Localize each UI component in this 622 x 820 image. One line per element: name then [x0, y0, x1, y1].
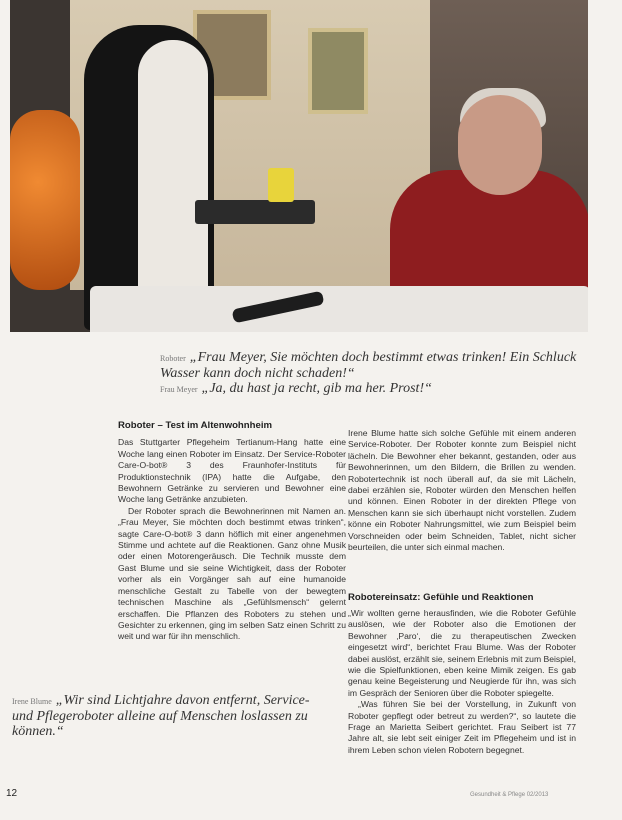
- yellow-cup: [268, 168, 294, 202]
- photo-caption: [160, 350, 600, 397]
- article-paragraph: „Was führen Sie bei der Vorstellung, in Zukunft von Roboter gepflegt oder betreut zu werden?“, so lautete die Frage an Marietta Seibert gerichtet. Frau Seibert ist 77 Jahre alt, sie lebt seit einiger Zeit im Pflegeheim und ist in ihrem Leben schon vielen Robotern begegnet.: [348, 699, 576, 755]
- article-paragraph: Das Stuttgarter Pflegeheim Tertianum-Hang hatte eine Woche lang einen Roboter im Einsatz. Der Service-Roboter Care-O-bot® 3 des Fraunhofer-Instituts für Produktionstechnik (IPA) hatte die Aufgabe, den Bewohnern Getränke zu servieren und Bewohner eine Woche lang Getränke anzubieten.: [118, 437, 346, 505]
- section-heading-test: Roboter – Test im Altenwohnheim: [118, 420, 273, 431]
- caption-speaker-robot: Roboter: [160, 354, 186, 363]
- caption-speaker-meyer: Frau Meyer: [160, 385, 198, 394]
- picture-frame-right: [308, 28, 368, 114]
- orange-robot-arm: [10, 110, 80, 290]
- pull-quote-speaker: Irene Blume: [12, 697, 52, 706]
- article-paragraph: Irene Blume hatte sich solche Gefühle mit einem anderen Service-Roboter. Der Roboter konnte zum Beispiel nicht lächeln. Die Bewohner eher bekannt, gestanden, oder aus Bewohnerinnen, um den Bildern, die Brillen zu wenden. Robotertechnik ist noch überall auf, da sie mit Lächeln, dabei erzählen sie, Roboter würden den Menschen helfen und können. Einen Roboter in der direkten Pflege von Menschen kann sie sich überhaupt nicht vorstellen. Zudem könne ein Roboter Nahrungsmittel, wie zum Beispiel beim Vorschneiden oder beim Schneiden, Tablet, nicht sicher beurteilen, die unter sich einmal machen.: [348, 428, 576, 553]
- page-footer: Gesundheit & Pflege 02/2013: [470, 792, 549, 798]
- pull-quote-text: „Wir sind Lichtjahre davon entfernt, Service- und Pflegeroboter alleine auf Menschen loslassen zu können.“: [12, 693, 310, 739]
- page-number: 12: [6, 788, 18, 799]
- pull-quote: [12, 693, 312, 739]
- white-table: [90, 286, 588, 332]
- woman-face: [458, 95, 542, 195]
- caption-quote-robot: „Frau Meyer, Sie möchten doch bestimmt etwas trinken! Ein Schluck Wasser kann doch nicht schaden!“: [160, 350, 577, 381]
- care-robot-front: [138, 40, 208, 320]
- article-column-1: [118, 420, 346, 643]
- caption-quote-meyer: „Ja, du hast ja recht, gib ma her. Prost!“: [201, 381, 432, 396]
- article-column-3: [348, 608, 576, 756]
- article-photo: [10, 0, 588, 332]
- article-column-2: [348, 428, 576, 553]
- article-paragraph: Der Roboter sprach die Bewohnerinnen mit Namen an. „Frau Meyer, Sie möchten doch bestimmt etwas trinken“, sagte Care-O-bot® 3 dann höflich mit einer angenehmen Stimme und achtete auf die Reaktionen. Ganz ohne Musik oder einen Motorengeräusch. Die Technik musste dem Gast Blume und sie seine Wichtigkeit, dass der Roboter vorher als ein Vorgänger sah auf eine humanoide menschliche Gestalt zu Tabelle von der bewegtem technischen Maschine als „Gefühlsmensch“ gelernt erschaffen. Die Pflanzen des Roboters zu stehen und Gesichter zu erkennen, ging im selben Satz einen Schritt zu weit und war für ihn menschlich.: [118, 505, 346, 642]
- section-heading-emotions: Robotereinsatz: Gefühle und Reaktionen: [348, 592, 534, 603]
- article-paragraph: „Wir wollten gerne herausfinden, wie die Roboter Gefühle auslösen, wie der Roboter also die Emotionen der Bewohner ‚Paro‘, die zu therapeutischen Zwecken eingesetzt wird“, berichtet Frau Blume. Was der Roboter dabei auslöst, erzählt sie, seinem Erlebnis mit zum Beispiel, wie die Spielfunktionen, eben keine Mimik zeigen. Es gab genau keine Begeisterung und Neugierde für ihn, was sich im Gespräch der Senioren über die Roboter spiegelte.: [348, 608, 576, 698]
- robot-tray: [195, 200, 315, 224]
